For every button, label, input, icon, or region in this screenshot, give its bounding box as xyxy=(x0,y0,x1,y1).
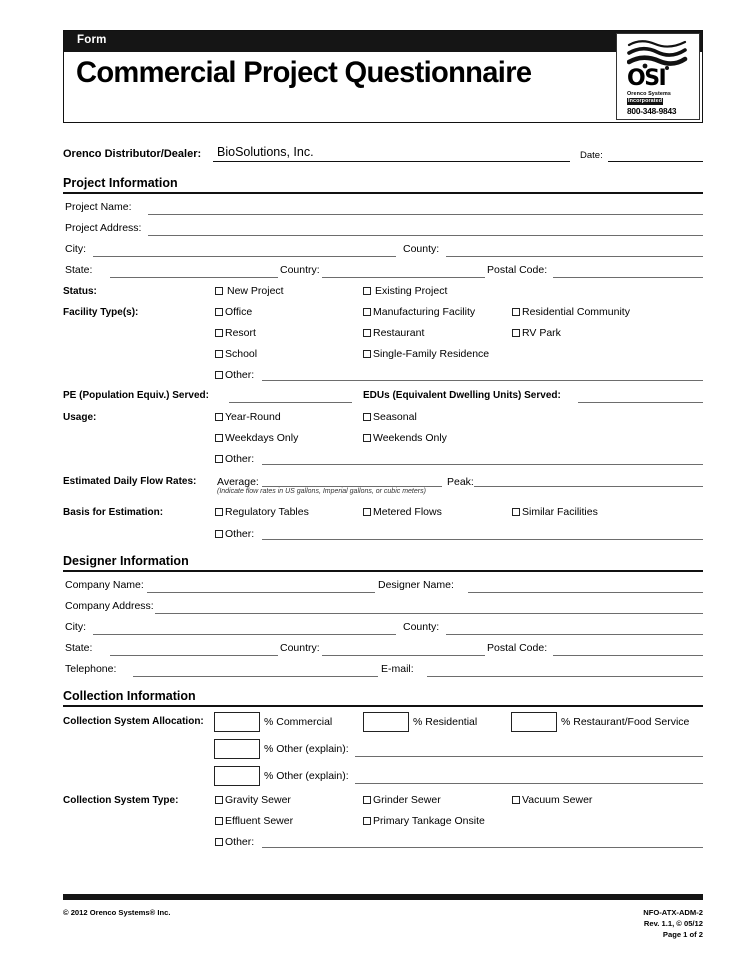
checkbox-status-new-project[interactable] xyxy=(215,287,223,295)
field-label-designer-name: Designer Name: xyxy=(378,579,454,591)
field-label-telephone: Telephone: xyxy=(65,663,117,675)
checkbox-label-facility-resort: Resort xyxy=(225,327,256,339)
checkbox-facility-other[interactable] xyxy=(215,371,223,379)
section-rule-collection xyxy=(63,705,703,707)
checkbox-usage-other[interactable] xyxy=(215,455,223,463)
checkbox-label-usage-year-round: Year-Round xyxy=(225,411,281,423)
checkbox-label-usage-weekdays-only: Weekdays Only xyxy=(225,432,299,444)
checkbox-label-usage-other: Other: xyxy=(225,453,255,465)
checkbox-label-facility-single-family: Single-Family Residence xyxy=(373,348,490,360)
logo-phone-number: 800-348-9843 xyxy=(627,106,677,116)
checkbox-facility-office[interactable] xyxy=(215,308,223,316)
footer-doc-code: NFO-ATX-ADM-2 xyxy=(643,908,703,917)
field-input-designer-country[interactable] xyxy=(322,655,485,656)
checkbox-facility-school[interactable] xyxy=(215,350,223,358)
footer-page-number: Page 1 of 2 xyxy=(662,930,703,939)
checkbox-label-usage-seasonal: Seasonal xyxy=(373,411,417,423)
field-input-project-postal[interactable] xyxy=(553,277,703,278)
distributor-input-rule[interactable] xyxy=(213,161,570,162)
logo-company-line1: Orenco Systems xyxy=(627,91,671,97)
footer-rule xyxy=(63,894,703,900)
field-input-pe-served[interactable] xyxy=(229,402,352,403)
basis-estimation-label: Basis for Estimation: xyxy=(63,507,164,518)
checkbox-basis-other[interactable] xyxy=(215,530,223,538)
section-heading-project-information: Project Information xyxy=(63,176,178,190)
field-input-flow-average[interactable] xyxy=(262,486,442,487)
form-header xyxy=(63,30,703,123)
checkbox-label-facility-school: School xyxy=(225,348,258,360)
field-input-project-country[interactable] xyxy=(322,277,485,278)
flow-average-label: Average: xyxy=(217,476,259,488)
date-input-rule[interactable] xyxy=(608,161,703,162)
field-label-company-address: Company Address: xyxy=(65,600,154,612)
field-label-project-state: State: xyxy=(65,264,93,276)
label-allocation-restaurant: % Restaurant/Food Service xyxy=(561,716,690,728)
field-label-email: E-mail: xyxy=(381,663,414,675)
checkbox-label-basis-regulatory-tables: Regulatory Tables xyxy=(225,506,309,518)
field-input-designer-state[interactable] xyxy=(110,655,278,656)
field-input-designer-name[interactable] xyxy=(468,592,703,593)
field-label-project-name: Project Name: xyxy=(65,201,132,213)
field-input-project-county[interactable] xyxy=(446,256,703,257)
checkbox-label-system-grinder-sewer: Grinder Sewer xyxy=(373,794,441,806)
checkbox-usage-weekdays-only[interactable] xyxy=(215,434,223,442)
checkbox-system-grinder-sewer[interactable] xyxy=(363,796,371,804)
checkbox-label-status-existing-project: Existing Project xyxy=(375,285,448,297)
flow-peak-label: Peak: xyxy=(447,476,474,488)
field-input-company-name[interactable] xyxy=(147,592,375,593)
field-input-designer-county[interactable] xyxy=(446,634,703,635)
field-label-project-country: Country: xyxy=(280,264,320,276)
checkbox-system-other[interactable] xyxy=(215,838,223,846)
checkbox-label-system-vacuum-sewer: Vacuum Sewer xyxy=(522,794,593,806)
collection-system-type-label: Collection System Type: xyxy=(63,795,179,806)
section-rule-designer xyxy=(63,570,703,572)
checkbox-label-status-new-project: New Project xyxy=(227,285,284,297)
checkbox-basis-similar-facilities[interactable] xyxy=(512,508,520,516)
checkbox-label-facility-manufacturing: Manufacturing Facility xyxy=(373,306,476,318)
checkbox-usage-weekends-only[interactable] xyxy=(363,434,371,442)
footer-revision: Rev. 1.1, © 05/12 xyxy=(643,919,703,928)
flow-rates-label: Estimated Daily Flow Rates: xyxy=(63,476,197,487)
osi-wordmark: OSI xyxy=(627,66,666,91)
checkbox-basis-metered-flows[interactable] xyxy=(363,508,371,516)
section-heading-designer-information: Designer Information xyxy=(63,554,189,568)
checkbox-system-primary-tankage[interactable] xyxy=(363,817,371,825)
distributor-label: Orenco Distributor/Dealer: xyxy=(63,148,202,160)
field-label-project-city: City: xyxy=(65,243,86,255)
field-input-flow-peak[interactable] xyxy=(474,486,703,487)
form-type-bar xyxy=(64,31,702,52)
input-allocation-restaurant[interactable] xyxy=(511,712,557,732)
section-rule-project xyxy=(63,192,703,194)
label-allocation-other-2: % Other (explain): xyxy=(264,770,349,782)
checkbox-system-gravity-sewer[interactable] xyxy=(215,796,223,804)
checkbox-label-system-gravity-sewer: Gravity Sewer xyxy=(225,794,291,806)
field-label-company-name: Company Name: xyxy=(65,579,144,591)
field-input-facility-other[interactable] xyxy=(262,380,703,381)
field-input-company-address[interactable] xyxy=(155,613,703,614)
field-label-designer-country: Country: xyxy=(280,642,320,654)
section-heading-collection-information: Collection Information xyxy=(63,689,196,703)
input-allocation-residential[interactable] xyxy=(363,712,409,732)
checkbox-label-system-primary-tankage: Primary Tankage Onsite xyxy=(373,815,485,827)
field-label-designer-postal: Postal Code: xyxy=(487,642,548,654)
field-label-project-address: Project Address: xyxy=(65,222,142,234)
checkbox-system-vacuum-sewer[interactable] xyxy=(512,796,520,804)
input-allocation-commercial[interactable] xyxy=(214,712,260,732)
field-label-project-postal: Postal Code: xyxy=(487,264,548,276)
label-allocation-other-1: % Other (explain): xyxy=(264,743,349,755)
checkbox-label-system-other: Other: xyxy=(225,836,255,848)
checkbox-facility-resort[interactable] xyxy=(215,329,223,337)
checkbox-label-usage-weekends-only: Weekends Only xyxy=(373,432,447,444)
checkbox-label-basis-other: Other: xyxy=(225,528,255,540)
field-input-project-state[interactable] xyxy=(110,277,278,278)
page-title: Commercial Project Questionnaire xyxy=(76,56,532,89)
field-input-designer-postal[interactable] xyxy=(553,655,703,656)
logo-company-name xyxy=(627,91,697,105)
field-input-allocation-other-1-explain[interactable] xyxy=(355,756,703,757)
flow-rates-note: (Indicate flow rates in US gallons, Imperial gallons, or cubic meters) xyxy=(217,488,426,495)
checkbox-facility-rv-park[interactable] xyxy=(512,329,520,337)
field-input-edus-served[interactable] xyxy=(578,402,703,403)
checkbox-system-effluent-sewer[interactable] xyxy=(215,817,223,825)
field-label-designer-state: State: xyxy=(65,642,93,654)
edus-served-label: EDUs (Equivalent Dwelling Units) Served: xyxy=(363,390,561,401)
label-allocation-residential: % Residential xyxy=(413,716,478,728)
checkbox-label-facility-restaurant: Restaurant xyxy=(373,327,425,339)
field-input-usage-other[interactable] xyxy=(262,464,703,465)
field-label-designer-county: County: xyxy=(403,621,440,633)
checkbox-basis-regulatory-tables[interactable] xyxy=(215,508,223,516)
checkbox-label-basis-similar-facilities: Similar Facilities xyxy=(522,506,598,518)
checkbox-label-system-effluent-sewer: Effluent Sewer xyxy=(225,815,294,827)
status-label: Status: xyxy=(63,286,97,297)
input-allocation-other-2[interactable] xyxy=(214,766,260,786)
checkbox-label-facility-office: Office xyxy=(225,306,253,318)
field-input-system-other[interactable] xyxy=(262,847,703,848)
field-input-basis-other[interactable] xyxy=(262,539,703,540)
usage-label: Usage: xyxy=(63,412,97,423)
collection-allocation-label: Collection System Allocation: xyxy=(63,716,204,727)
date-label: Date: xyxy=(580,150,603,161)
field-label-designer-city: City: xyxy=(65,621,86,633)
field-label-project-county: County: xyxy=(403,243,440,255)
field-input-email[interactable] xyxy=(427,676,703,677)
checkbox-label-facility-residential-community: Residential Community xyxy=(522,306,630,318)
label-allocation-commercial: % Commercial xyxy=(264,716,333,728)
pe-served-label: PE (Population Equiv.) Served: xyxy=(63,390,209,401)
field-input-allocation-other-2-explain[interactable] xyxy=(355,783,703,784)
field-input-project-city[interactable] xyxy=(93,256,396,257)
orenco-logo xyxy=(616,33,700,120)
field-input-project-address[interactable] xyxy=(148,235,703,236)
input-allocation-other-1[interactable] xyxy=(214,739,260,759)
checkbox-label-basis-metered-flows: Metered Flows xyxy=(373,506,442,518)
facility-types-label: Facility Type(s): xyxy=(63,307,139,318)
logo-company-line2: Incorporated xyxy=(628,97,663,104)
form-type-label: Form xyxy=(77,34,107,46)
field-input-telephone[interactable] xyxy=(133,676,378,677)
checkbox-usage-year-round[interactable] xyxy=(215,413,223,421)
checkbox-usage-seasonal[interactable] xyxy=(363,413,371,421)
field-input-designer-city[interactable] xyxy=(93,634,396,635)
footer-copyright: © 2012 Orenco Systems® Inc. xyxy=(63,908,171,917)
checkbox-facility-manufacturing[interactable] xyxy=(363,308,371,316)
distributor-value[interactable]: BioSolutions, Inc. xyxy=(217,145,314,159)
checkbox-facility-single-family[interactable] xyxy=(363,350,371,358)
field-input-project-name[interactable] xyxy=(148,214,703,215)
checkbox-status-existing-project[interactable] xyxy=(363,287,371,295)
checkbox-label-facility-other: Other: xyxy=(225,369,255,381)
checkbox-facility-residential-community[interactable] xyxy=(512,308,520,316)
checkbox-facility-restaurant[interactable] xyxy=(363,329,371,337)
checkbox-label-facility-rv-park: RV Park xyxy=(522,327,561,339)
